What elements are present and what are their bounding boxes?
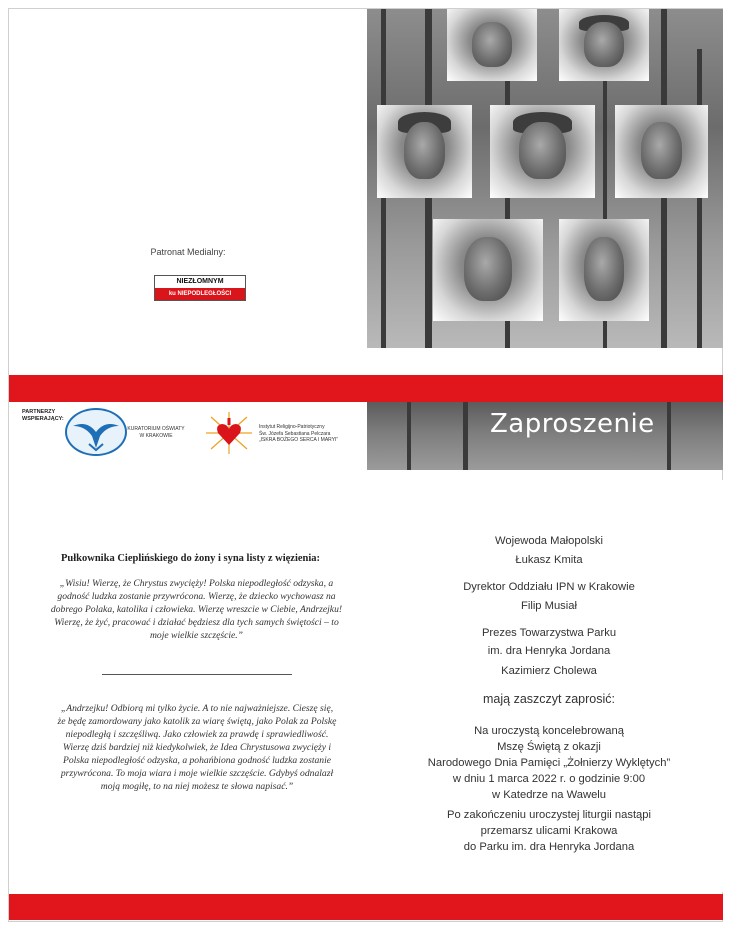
swallow-icon bbox=[67, 410, 125, 454]
kuratorium-name-line2: W KRAKOWIE bbox=[139, 432, 173, 439]
letter-heading: Pułkownika Cieplińskiego do żony i syna listy z więzienia: bbox=[61, 553, 321, 564]
niezlomnym-logo-line1: NIEZŁOMNYM bbox=[155, 276, 245, 288]
host1-name: Łukasz Kmita bbox=[515, 554, 583, 566]
portrait-6 bbox=[433, 219, 543, 321]
event-line2: Mszę Świętą z okazji bbox=[497, 741, 601, 753]
host3-name: Kazimierz Cholewa bbox=[501, 665, 597, 677]
tree-trunk bbox=[463, 402, 468, 470]
tree-trunk bbox=[697, 49, 702, 348]
sacred-heart-icon bbox=[205, 411, 253, 455]
after-line3: do Parku im. dra Henryka Jordana bbox=[463, 841, 635, 853]
quote-divider bbox=[102, 674, 292, 675]
monument-photo-collage bbox=[367, 9, 723, 348]
institute-name-line3: „ISKRA BOŻEGO SERCA I MARYI” bbox=[259, 437, 339, 443]
tree-trunk bbox=[407, 402, 411, 470]
partners-strip bbox=[9, 402, 367, 470]
letter-quote-wife: „Wisiu! Wierzę, że Chrystus zwycięży! Polska niepodległość odzyska, a godność ludzka zostanie przywrócona. Wierzę, że dziecko wychowasz na dobrego Polaka, katolika i człowieka. Wierzę wreszcie w Ciebie, Andrzejku! Wierzę, że żyć, pracować i działać będziesz dla tych samych świętości – to moje wielkie szczęście.” bbox=[50, 578, 343, 641]
portrait-4 bbox=[490, 105, 595, 198]
event-line3: Narodowego Dnia Pamięci „Żołnierzy Wyklętych” bbox=[427, 757, 671, 769]
portrait-3 bbox=[377, 105, 472, 198]
event-line1: Na uroczystą koncelebrowaną bbox=[474, 725, 624, 737]
partners-label bbox=[22, 409, 64, 423]
host2-title: Dyrektor Oddziału IPN w Krakowie bbox=[463, 581, 635, 593]
red-band-bottom bbox=[9, 894, 723, 920]
institute-name-line2: Św. Józefa Sebastiana Pelczara bbox=[259, 430, 331, 437]
invite-phrase: mają zaszczyt zaprosić: bbox=[483, 692, 615, 706]
host3-title-line1: Prezes Towarzystwa Parku bbox=[481, 627, 617, 639]
niezlomnym-logo-line2: ku NIEPODLEGŁOŚCI bbox=[155, 288, 245, 300]
after-line2: przemarsz ulicami Krakowa bbox=[480, 825, 618, 837]
niezlomnym-logo bbox=[154, 275, 246, 301]
kuratorium-name-line1: KURATORIUM OŚWIATY bbox=[127, 426, 185, 432]
host3-title-line2: im. dra Henryka Jordana bbox=[487, 645, 611, 657]
partners-label-line1: PARTNERZY bbox=[22, 409, 56, 415]
portrait-1 bbox=[447, 9, 537, 81]
red-band-top bbox=[9, 375, 723, 402]
invitation-title: Zaproszenie bbox=[490, 409, 655, 439]
portrait-5 bbox=[615, 105, 708, 198]
portrait-2 bbox=[559, 9, 649, 81]
host1-title: Wojewoda Małopolski bbox=[495, 535, 603, 547]
partners-label-line2: WSPIERAJĄCY: bbox=[22, 416, 64, 422]
inside-spread bbox=[9, 480, 723, 892]
event-line4: w dniu 1 marca 2022 r. o godzinie 9:00 bbox=[452, 773, 646, 785]
host2-name: Filip Musiał bbox=[521, 600, 577, 612]
portrait-7 bbox=[559, 219, 649, 321]
event-line5: w Katedrze na Wawelu bbox=[492, 789, 606, 801]
media-patronage-label: Patronat Medialny: bbox=[150, 247, 226, 257]
institute-name bbox=[259, 424, 359, 444]
institute-name-line1: Instytut Religijno-Patriotyczny bbox=[259, 424, 325, 430]
letter-quote-son: „Andrzejku! Odbiorą mi tylko życie. A to nie najważniejsze. Cieszę się, że będę zamordowany jako katolik za wiarę świętą, jako Polak za Polskę niepodległą i szczęśliwą. Jako człowiek za prawdę i sprawiedliwość. Wierzę dziś bardziej niż kiedykolwiek, że Idea Chrystusowa zwycięży i Polska niepodległość odzyska, a pohańbiona godność ludzka zostanie przywrócona. To moja wiara i moje wielkie szczęście. Gdybyś odnalazł moją mogiłę, to na niej możesz te słowa napisać.” bbox=[57, 703, 337, 792]
tree-trunk bbox=[667, 402, 671, 470]
title-banner bbox=[367, 402, 723, 470]
kuratorium-name bbox=[127, 426, 185, 439]
back-cover-panel bbox=[9, 9, 367, 348]
kuratorium-logo-icon bbox=[65, 408, 127, 456]
after-line1: Po zakończeniu uroczystej liturgii nastąpi bbox=[447, 809, 651, 821]
